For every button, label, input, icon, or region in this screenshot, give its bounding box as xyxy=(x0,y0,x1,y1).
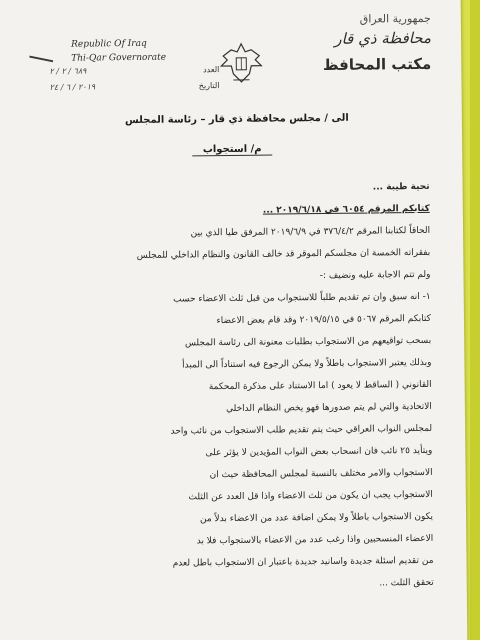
subject-line: م/ استجواب xyxy=(192,144,272,157)
reference-number-row xyxy=(49,62,219,80)
reference-number-label: العدد xyxy=(203,65,220,75)
eagle-emblem-icon xyxy=(217,40,265,87)
body-line: الحاقاً لكتابنا المرقم ٣٧٦/٤/٢ في ٢٠١٩/٦/٩ المرفق طيا الذي بين xyxy=(190,225,431,239)
header-arabic-line-3: مكتب المحافظ xyxy=(322,54,432,75)
body-line: ويتأيد ٢٥ نائب فان انسحاب بعض النواب المؤيدين لا يؤثر على xyxy=(205,445,433,459)
body-line: يكون الاستجواب باطلاً ولا يمكن اضافة عدد من الاعضاء بدلاً من xyxy=(199,511,434,525)
header-arabic-line-1: جمهورية العراق xyxy=(359,11,431,26)
addressee-line: الى / مجلس محافظة ذي قار – رئاسة المجلس xyxy=(124,112,349,127)
body-line: لمجلس النواب العراقي حيث يتم تقديم طلب الاستجواب من نائب واحد xyxy=(170,423,433,437)
body-line: وبذلك يعتبر الاستجواب باطلاً ولا يمكن الرجوع فيه استناداً الى المبدأ xyxy=(182,357,432,371)
reference-number-value: ٦٨٩ / ٢ / ٢ xyxy=(49,66,87,76)
body-line: بسحب تواقيعهم من الاستجواب بطلبات معنونة الى رئاسة المجلس xyxy=(184,335,432,349)
letter-body xyxy=(35,176,434,598)
reference-block xyxy=(49,62,219,96)
body-line: الاعضاء المنسحبين واذا رغب عدد من الاعضاء بالاستجواب فلا بد xyxy=(196,533,434,547)
header-arabic xyxy=(291,12,432,74)
body-line: تحقق الثلث ... xyxy=(379,577,434,589)
reference-date-row xyxy=(49,78,219,96)
background-folder-edge xyxy=(470,0,480,640)
header-arabic-line-2: محافظة ذي قار xyxy=(334,28,432,48)
header-english-line-2: Thi-Qar Governorate xyxy=(71,52,167,64)
body-line: بفقراته الخمسة ان مجلسكم الموقر قد خالف القانون والنظام الداخلي للمجلس xyxy=(136,247,431,261)
header-english-line-1: Republic Of Iraq xyxy=(71,38,147,50)
body-line: الاتحادية والتي لم يتم صدورها فهو يخص النظام الداخلي xyxy=(226,401,432,415)
body-line: كتابكم المرقم ٥٠٦٧ في ٢٠١٩/٥/١٥ وقد قام بعض الاعضاء xyxy=(216,313,432,327)
reference-date-label: التاريخ xyxy=(198,81,220,91)
body-line: ١- انه سبق وان تم تقديم طلباً للاستجواب من قبل ثلث الاعضاء حسب xyxy=(173,291,431,305)
greeting: تحية طيبة ... xyxy=(372,181,430,193)
pen-mark xyxy=(29,56,53,63)
reference-date-value: ٢٠١٩ / ٦ / ٢٤ xyxy=(49,82,96,92)
reference-line: كتابكم المرقم ٦٠٥٤ في ٢٠١٩/٦/١٨ ... xyxy=(262,203,430,216)
header-english xyxy=(71,36,201,65)
body-line: القانوني ( الساقط لا يعود ) اما الاستناد على مذكرة المحكمة xyxy=(208,379,432,393)
body-line: من تقديم اسئلة جديدة واسانيد جديدة باعتبار ان الاستجواب باطل لعدم xyxy=(172,555,434,569)
body-line: الاستجواب يجب ان يكون من ثلث الاعضاء واذا قل العدد عن الثلث xyxy=(188,489,433,503)
body-line: الاستجواب والامر مختلف بالنسبة لمجلس المحافظة حيث ان xyxy=(209,467,433,481)
body-line: ولم تتم الاجابة عليه ونضيف :- xyxy=(319,269,431,282)
